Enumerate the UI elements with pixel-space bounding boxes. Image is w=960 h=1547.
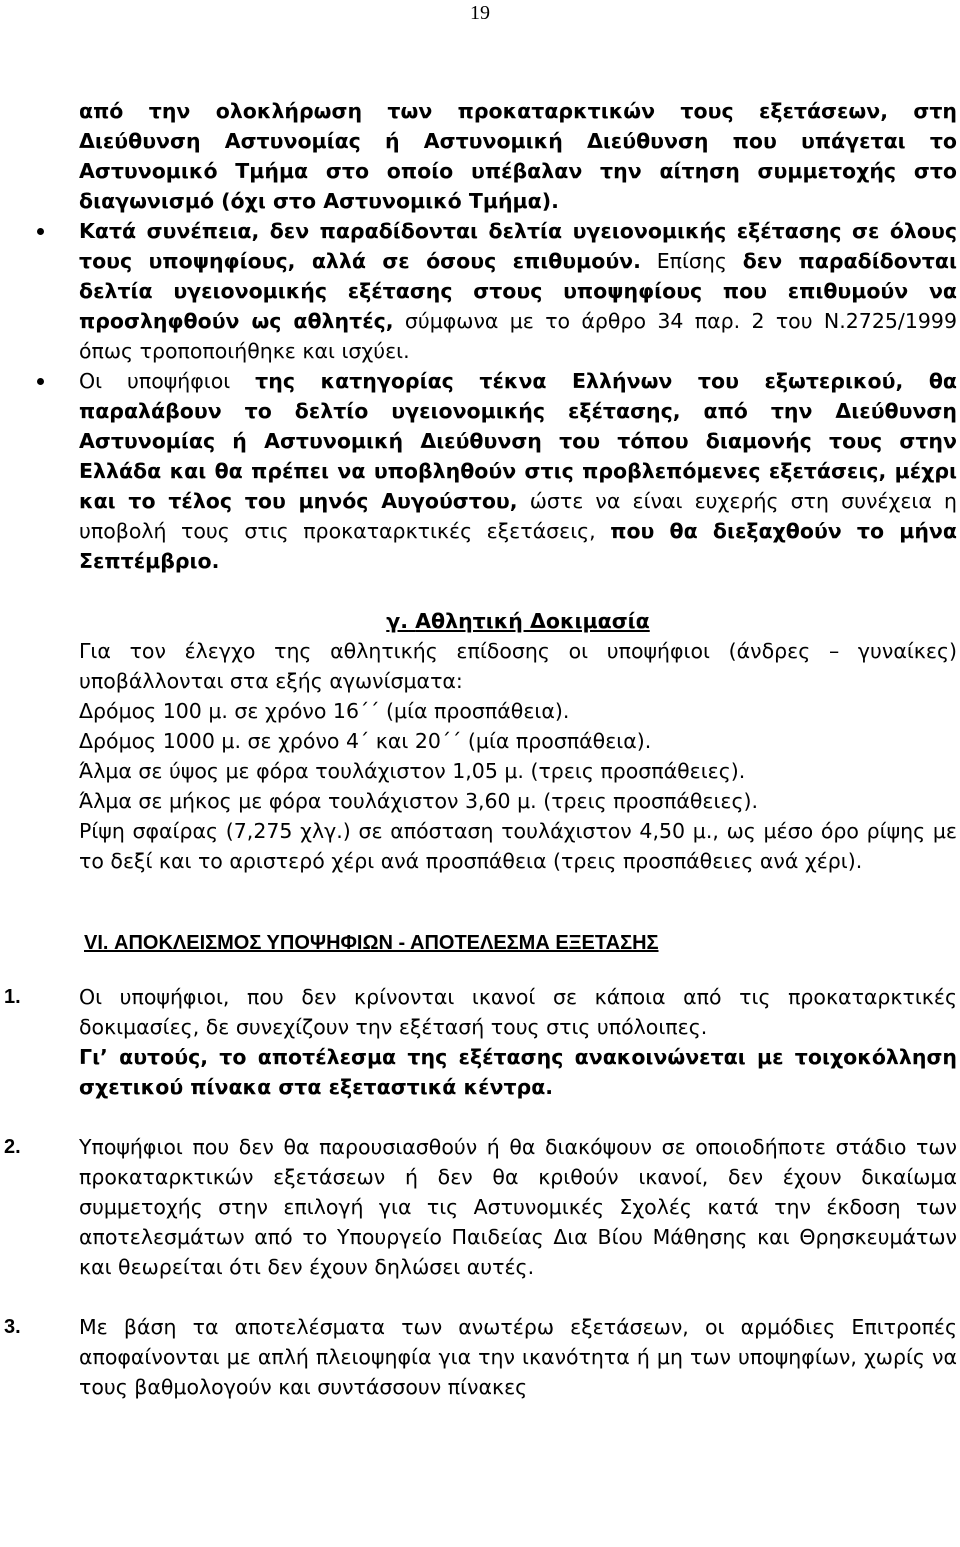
item-text: Με βάση τα αποτελέσματα των ανωτέρω εξετάσεων, οι αρμόδιες Επιτροπές αποφαίνονται με απλή πλειοψηφία για την ικανότητα ή μη των υποψηφίων, χωρίς να τους βαθμολογούν και συντάσσουν πίνακες <box>79 1315 957 1399</box>
bullet-bold-text: που θα διεξαχθούν το μήνα Σεπτέμβριο. <box>79 519 957 573</box>
item-text: Υποψήφιοι που δεν θα παρουσιασθούν ή θα διακόψουν σε οποιοδήποτε στάδιο των προκαταρκτικών εξετάσεων ή δεν θα κριθούν ικανοί, δεν έχουν δικαίωμα συμμετοχής στην επιλογή για τις Αστυνομικές Σχολές κατά την έκδοση των αποτελεσμάτων από το Υπουργείο Παιδείας Δια Βίου Μάθησης και Θρησκευμάτων και θεωρείται ότι δεν έχουν δηλώσει αυτές. <box>79 1135 957 1279</box>
event-item: Δρόμος 1000 μ. σε χρόνο 4΄ και 20΄΄ (μία προσπάθεια). <box>79 729 652 753</box>
item-text: Οι υποψήφιοι, που δεν κρίνονται ικανοί σε κάποια από τις προκαταρκτικές δοκιμασίες, δε συνεχίζουν την εξέτασή τους στις υπόλοιπες. <box>79 985 957 1039</box>
intro-paragraph: από την ολοκλήρωση των προκαταρκτικών τους εξετάσεων, στη Διεύθυνση Αστυνομίας ή Αστυνομική Διεύθυνση που υπάγεται το Αστυνομικό Τμήμα στο οποίο υπέβαλαν την αίτηση συμμετοχής στο διαγωνισμό (όχι στο Αστυνομικό Τμήμα). <box>79 99 957 213</box>
numbered-item-3 <box>4 1312 957 1402</box>
item-number: 2. <box>4 1136 21 1158</box>
item-number: 1. <box>4 986 21 1008</box>
section-vi-heading: VI. ΑΠΟΚΛΕΙΣΜΟΣ ΥΠΟΨΗΦΙΩΝ - ΑΠΟΤΕΛΕΣΜΑ ΕΞΕΤΑΣΗΣ <box>84 932 659 954</box>
bullet-item-health-certificates <box>79 216 957 366</box>
section-c-intro: Για τον έλεγχο της αθλητικής επίδοσης οι υποψήφιοι (άνδρες – γυναίκες) υποβάλλονται στα εξής αγωνίσματα: <box>79 639 957 693</box>
bullet-bold-text: Κατά συνέπεια, δεν παραδίδονται δελτία υγειονομικής εξέτασης σε όλους τους υποψηφίους, αλλά σε όσους επιθυμούν. <box>79 219 957 273</box>
event-item: Δρόμος 100 μ. σε χρόνο 16΄΄ (μία προσπάθεια). <box>79 699 570 723</box>
bullet-text: Οι υποψήφιοι <box>79 369 231 393</box>
bullet-text: ώστε να είναι ευχερής στη συνέχεια η υποβολή τους στις προκαταρκτικές εξετάσεις, <box>79 489 957 543</box>
document-body <box>4 96 957 1402</box>
event-item: Άλμα σε ύψος με φόρα τουλάχιστον 1,05 μ. (τρεις προσπάθειες). <box>79 759 746 783</box>
bullet-icon <box>37 378 44 385</box>
bullet-icon <box>37 228 44 235</box>
item-number: 3. <box>4 1316 21 1338</box>
numbered-item-1 <box>4 982 957 1102</box>
bullet-text: σύμφωνα με το άρθρο 34 παρ. 2 του Ν.2725/1999 όπως τροποποιήθηκε και ισχύει. <box>79 309 957 363</box>
bullet-paragraph <box>79 366 957 576</box>
section-c-title: Αθλητική Δοκιμασία <box>415 609 650 633</box>
item-bold-text: Γι’ αυτούς, το αποτέλεσμα της εξέτασης ανακοινώνεται με τοιχοκόλληση σχετικού πίνακα στα εξεταστικά κέντρα. <box>79 1045 957 1099</box>
event-item-shot-put: Ρίψη σφαίρας (7,275 χλγ.) σε απόσταση τουλάχιστον 4,50 μ., ως μέσο όρο ρίψης με το δεξί και το αριστερό χέρι ανά προσπάθεια (τρεις προσπάθειες ανά χέρι). <box>79 819 957 873</box>
event-item: Άλμα σε μήκος με φόρα τουλάχιστον 3,60 μ. (τρεις προσπάθειες). <box>79 789 759 813</box>
bullet-bold-text: της κατηγορίας τέκνα Ελλήνων του εξωτερικού, θα παραλάβουν το δελτίο υγειονομικής εξέτασης, από την Διεύθυνση Αστυνομίας ή Αστυνομική Διεύθυνση του τόπου διαμονής τους στην Ελλάδα και θα πρέπει να υποβληθούν στις προβλεπόμενες εξετάσεις, μέχρι και το τέλος του μηνός Αυγούστου, <box>79 369 957 513</box>
section-c-heading <box>79 606 957 636</box>
bullet-bold-text: δεν παραδίδονται δελτία υγειονομικής εξέτασης στους υποψηφίους που επιθυμούν να προσληφθούν ως αθλητές, <box>79 249 957 333</box>
numbered-item-2 <box>4 1132 957 1282</box>
bullet-paragraph <box>79 216 957 366</box>
bullet-item-abroad-candidates <box>79 366 957 576</box>
page-number: 19 <box>470 2 490 24</box>
bullet-text: Επίσης <box>656 249 727 273</box>
section-c-lead: γ. <box>386 609 409 633</box>
